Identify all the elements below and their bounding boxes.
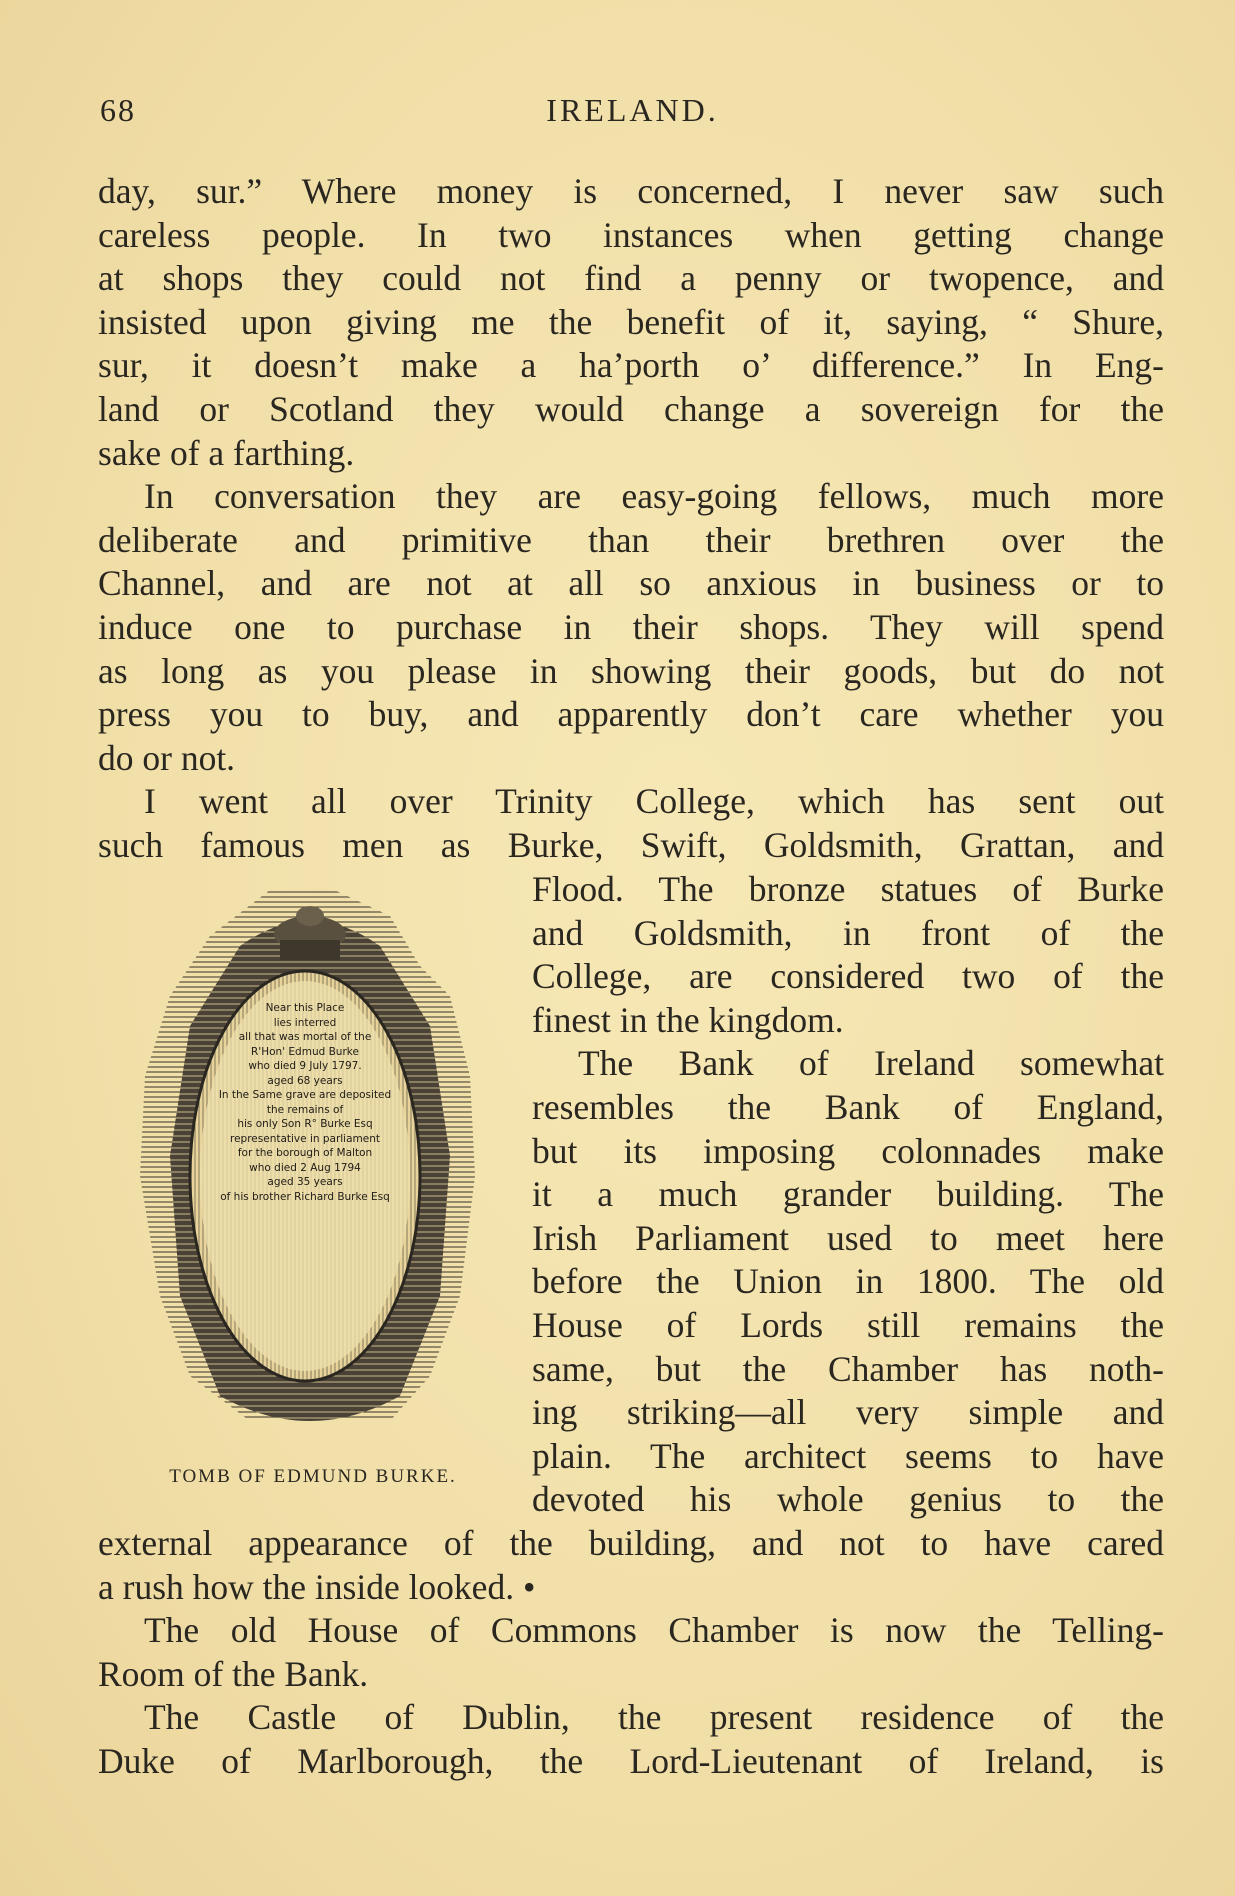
tomb-inscription: [210, 1001, 400, 1204]
text-line: Duke of Marlborough, the Lord-Lieutenant of Ireland, is: [98, 1740, 1164, 1781]
text-line: land or Scotland they would change a sovereign for the: [98, 388, 1164, 429]
text-line: Channel, and are not at all so anxious in business or to: [98, 563, 1164, 604]
text-line: plain. The architect seems to have: [532, 1435, 1164, 1476]
text-line: press you to buy, and apparently don’t care whether you: [98, 694, 1164, 735]
body-text-bottom: [98, 1522, 1164, 1784]
inscription-line: Near this Place: [265, 1002, 345, 1014]
text-line: The Castle of Dublin, the present residence of the: [144, 1697, 1164, 1738]
text-line: same, but the Chamber has noth-: [532, 1348, 1164, 1389]
text-line: devoted his whole genius to the: [532, 1479, 1164, 1520]
text-line: In conversation they are easy-going fellows, much more: [144, 476, 1164, 517]
inscription-line: for the borough of Malton: [237, 1147, 373, 1159]
text-line: College, are considered two of the: [532, 956, 1164, 997]
text-line: The old House of Commons Chamber is now the Telling-: [144, 1610, 1164, 1651]
body-text-top: [98, 170, 1164, 868]
text-line: insisted upon giving me the benefit of it, saying, “ Shure,: [98, 301, 1164, 342]
text-line: ing striking—all very simple and: [532, 1392, 1164, 1433]
body-text-wrapped: [532, 868, 1164, 1522]
tomb-illustration: [130, 876, 490, 1451]
inscription-line: the remains of: [266, 1103, 344, 1116]
text-line: finest in the kingdom.: [532, 999, 844, 1040]
text-line: day, sur.” Where money is concerned, I never saw such: [98, 171, 1164, 211]
inscription-line: lies interred: [273, 1016, 337, 1029]
inscription-line: who died 2 Aug 1794: [249, 1161, 361, 1174]
text-line: careless people. In two instances when getting change: [98, 214, 1164, 255]
text-line: before the Union in 1800. The old: [532, 1261, 1164, 1302]
text-line: Irish Parliament used to meet here: [532, 1217, 1164, 1258]
inscription-line: his only Son R° Burke Esq: [237, 1118, 373, 1130]
text-line: such famous men as Burke, Swift, Goldsmith, Grattan, and: [98, 824, 1164, 865]
inscription-line: aged 68 years: [267, 1074, 343, 1087]
text-line: induce one to purchase in their shops. They will spend: [98, 606, 1164, 647]
inscription-line: who died 9 July 1797.: [248, 1060, 362, 1072]
inscription-line: representative in parliament: [230, 1132, 380, 1145]
text-line: sake of a farthing.: [98, 432, 355, 473]
text-line: Room of the Bank.: [98, 1653, 369, 1694]
inscription-line: of his brother Richard Burke Esq: [220, 1190, 390, 1203]
text-line: but its imposing colonnades make: [532, 1130, 1164, 1171]
text-line: The Bank of Ireland somewhat: [578, 1043, 1164, 1084]
text-line: a rush how the inside looked. •: [98, 1566, 536, 1607]
text-line: external appearance of the building, and not to have cared: [98, 1523, 1164, 1563]
figure-caption: TOMB OF EDMUND BURKE.: [169, 1466, 457, 1487]
text-line: deliberate and primitive than their brethren over the: [98, 519, 1164, 560]
inscription-line: aged 35 years: [267, 1176, 343, 1188]
text-line: as long as you please in showing their goods, but do not: [98, 650, 1164, 691]
page-number: 68: [100, 92, 136, 128]
page-header: [100, 92, 1165, 132]
text-line: it a much grander building. The: [532, 1174, 1164, 1215]
text-line: sur, it doesn’t make a ha’porth o’ difference.” In Eng-: [98, 345, 1164, 386]
text-line: I went all over Trinity College, which has sent out: [144, 781, 1164, 822]
inscription-line: all that was mortal of the: [238, 1031, 372, 1043]
running-title: IRELAND.: [546, 92, 719, 128]
text-line: and Goldsmith, in front of the: [532, 912, 1164, 953]
text-line: House of Lords still remains the: [532, 1304, 1164, 1345]
inscription-line: In the Same grave are deposited: [218, 1089, 392, 1101]
text-line: at shops they could not find a penny or twopence, and: [98, 258, 1164, 299]
text-line: Flood. The bronze statues of Burke: [532, 869, 1164, 909]
text-line: resembles the Bank of England,: [532, 1086, 1164, 1127]
text-line: do or not.: [98, 737, 236, 778]
inscription-line: R'Hon' Edmud Burke: [251, 1045, 359, 1058]
